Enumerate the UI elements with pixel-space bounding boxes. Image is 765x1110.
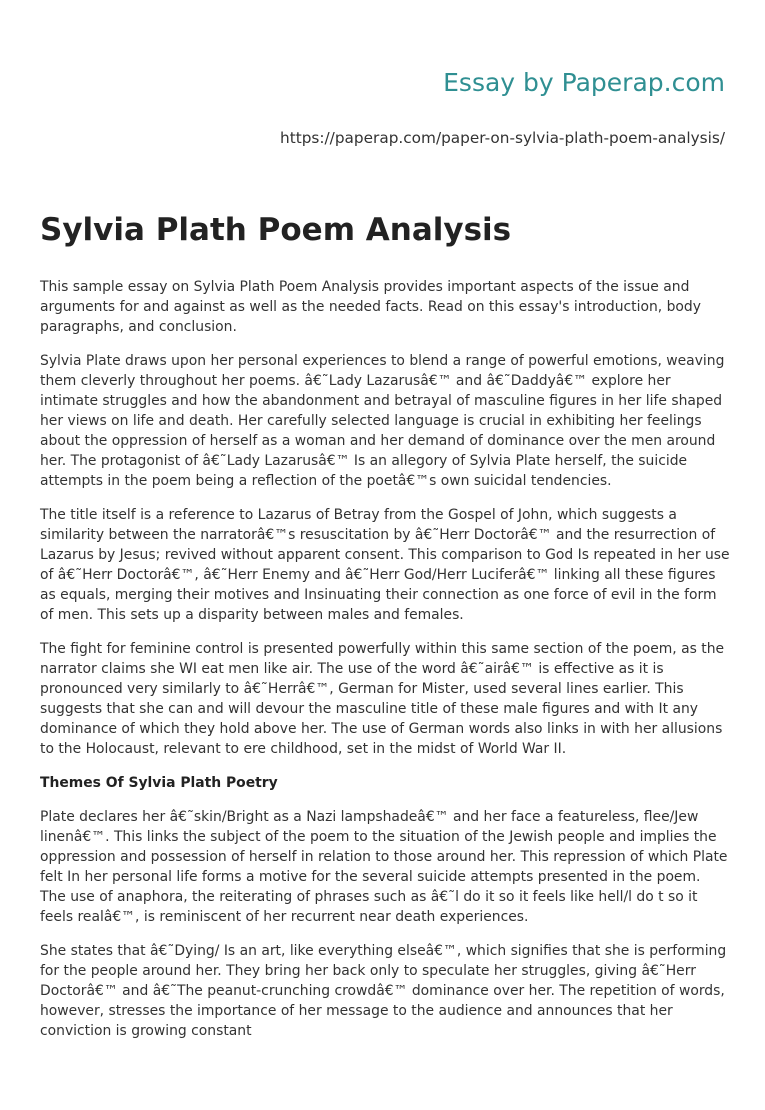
- paragraph-4: Plate declares her â€˜skin/Bright as a Nazi lampshadeâ€™ and her face a featureless, flee/Jew linenâ€™. This links the subject of the poem to the situation of the Jewish people and implies the oppression and possession of herself in relation to those around her. This repression of which Plate felt In her personal life forms a motive for the several suicide attempts presented in the poem. The use of anaphora, the reiterating of phrases such as â€˜l do it so it feels like hell/l do t so it feels realâ€™, is reminiscent of her recurrent near death experiences.: [40, 809, 728, 925]
- site-brand-link[interactable]: Essay by Paperap.com: [443, 68, 725, 97]
- essay-body: [40, 277, 730, 1041]
- paragraph-2: The title itself is a reference to Lazarus of Betray from the Gospel of John, which suggests a similarity between the narratorâ€™s resuscitation by â€˜Herr Doctorâ€™ and the resurrection of Lazarus by Jesus; revived without apparent consent. This comparison to God Is repeated in her use of â€˜Herr Doctorâ€™, â€˜Herr Enemy and â€˜Herr God/Herr Luciferâ€™ linking all these figures as equals, merging their motives and Insinuating their connection as one force of evil in the form of men. This sets up a disparity between males and females.: [40, 507, 730, 623]
- paragraph-1: Sylvia Plate draws upon her personal experiences to blend a range of powerful emotions, weaving them cleverly throughout her poems. â€˜Lady Lazarusâ€™ and â€˜Daddyâ€™ explore her intimate struggles and how the abandonment and betrayal of masculine figures in her life shaped her views on life and death. Her carefully selected language is crucial in exhibiting her feelings about the oppression of herself as a woman and her demand of dominance over the men around her. The protagonist of â€˜Lady Lazarusâ€™ Is an allegory of Sylvia Plate herself, the suicide attempts in the poem being a reflection of the poetâ€™s own suicidal tendencies.: [40, 353, 725, 489]
- section-heading: Themes Of Sylvia Plath Poetry: [40, 775, 278, 791]
- intro-paragraph: This sample essay on Sylvia Plath Poem Analysis provides important aspects of the issue and arguments for and against as well as the needed facts. Read on this essay's introduction, body paragraphs, and conclusion.: [40, 279, 701, 335]
- paragraph-5: She states that â€˜Dying/ Is an art, like everything elseâ€™, which signifies that she is performing for the people around her. They bring her back only to speculate her struggles, giving â€˜Herr Doctorâ€™ and â€˜The peanut-crunching crowdâ€™ dominance over her. The repetition of words, however, stresses the importance of her message to the audience and announces that her conviction is growing constant: [40, 943, 727, 1039]
- page-title: Sylvia Plath Poem Analysis: [40, 212, 512, 248]
- paragraph-3: The fight for feminine control is presented powerfully within this same section of the poem, as the narrator claims she WI eat men like air. The use of the word â€˜airâ€™ is effective as it is pronounced very similarly to â€˜Herrâ€™, German for Mister, used several lines earlier. This suggests that she can and will devour the masculine title of these male figures and with It any dominance of which they hold above her. The use of German words also links in with her allusions to the Holocaust, relevant to ere childhood, set in the midst of World War II.: [40, 641, 725, 757]
- essay-url-link[interactable]: https://paperap.com/paper-on-sylvia-plath-poem-analysis/: [280, 129, 725, 147]
